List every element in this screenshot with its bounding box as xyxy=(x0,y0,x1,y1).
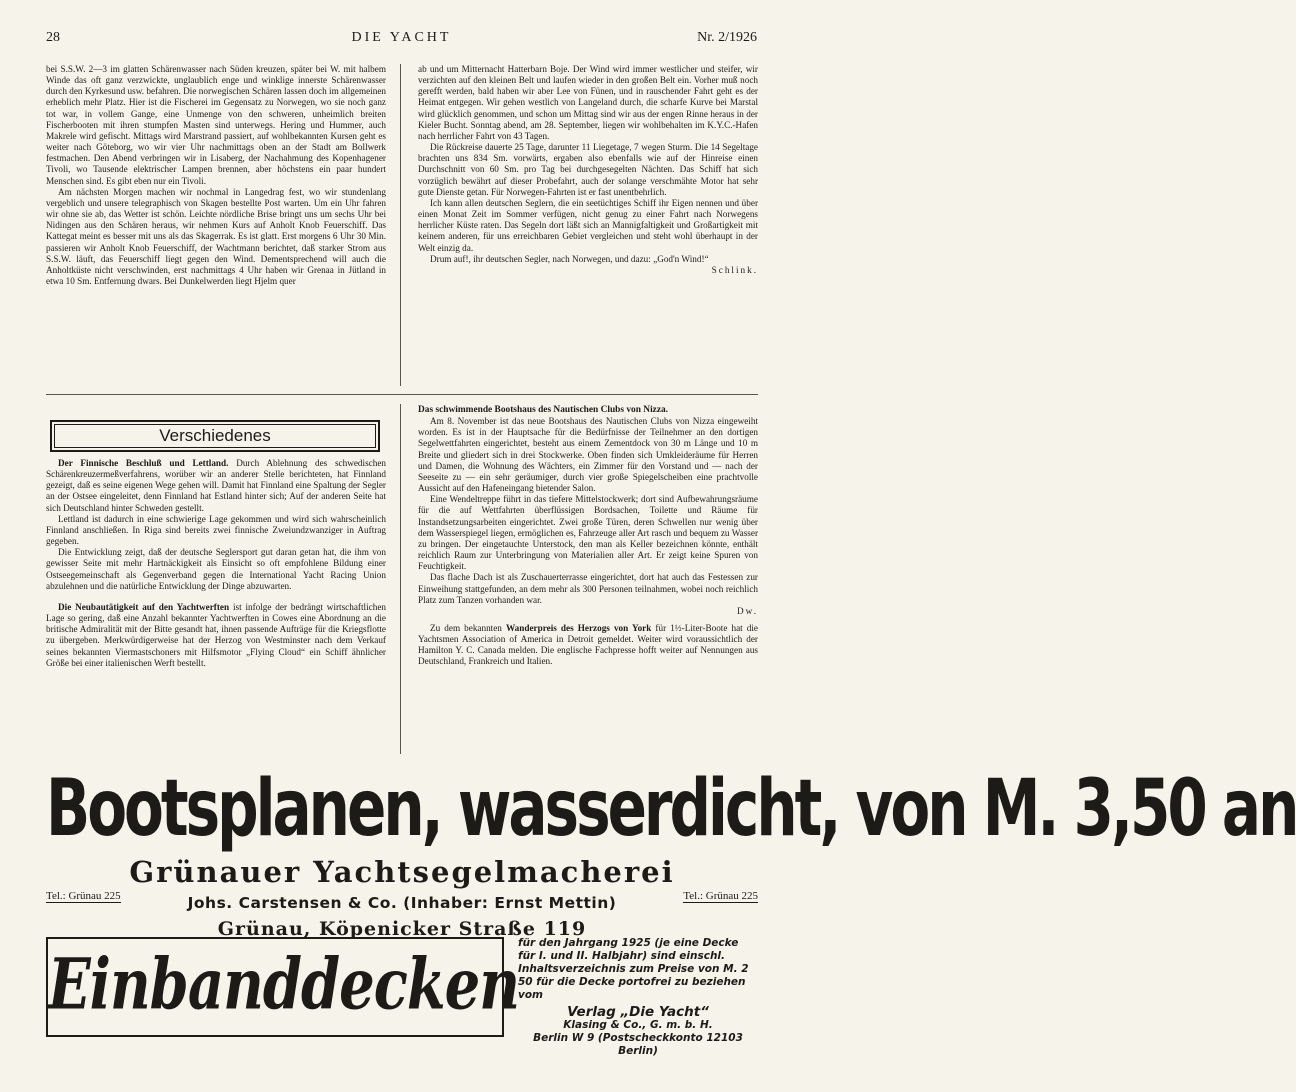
news-text: für 1½-Liter-Boote hat die Yachtsmen Association of America in Detroit gemeldet. Weiter wird voraussichtlich der Hamilton Y. C. Canada melden. Die englische Fachpresse hofft weiter auf Nennungen aus Deutschland, Frankreich und Italien. xyxy=(418,622,758,667)
ad-owners: Johs. Carstensen & Co. (Inhaber: Ernst Mettin) xyxy=(187,894,617,912)
paragraph: bei S.S.W. 2—3 im glatten Schärenwasser nach Süden kreuzen, später bei W. mit halbem Winde das oft ganz verzwickte, unglaublich enge und winklige innerste Schärenwasser durch den Kyrkesund usw. befahren. Die norwegischen Schären lassen doch im allgemeinen erheblich mehr Platz. Hier ist die Fischerei im Gegensatz zu Norwegen, wo sie noch ganz tot war, in vollem Gange, eine Unmenge von den schweren, unheimlich breiten Fischerbooten mit ihren stumpfen Masten sind unterwegs. Hering und Hummer, auch Makrele wird gefischt. Mittags wird Marstrand passiert, auf wohlbekannten Kursen geht es weiter nach Göteborg, wo wir vier Uhr nachmittags oben an der Stadt am Bollwerk festmachen. Den Abend verbringen wir in Lisaberg, der Nachahmung des Kopenhagener Tivoli, wo Tausende elektrischer Lampen brennen, aber höchstens ein paar hundert Menschen sind. Es gibt eben nur ein Tivoli. xyxy=(46,64,386,186)
paragraph: ab und um Mitternacht Hatterbarn Boje. Der Wind wird immer westlicher und steifer, wir verzichten auf den kleinen Belt und laufen wieder in den großen Belt ein. Vorher muß noch gerefft werden, bald haben wir aber Lee von Fünen, und in rauschender Fahrt geht es der Heimat entgegen. Wir gehen westlich von Langeland durch, die scharfe Kurve bei Marstal wird glücklich genommen, und schon um Mittag sind wir aus der engen Rinne heraus in der Kieler Bucht. Sonntag abend, am 28. September, liegen wir wohlbehalten im K.Y.C.-Hafen nach herrlicher Fahrt von 43 Tagen. xyxy=(418,64,758,141)
miscellaneous-column xyxy=(46,458,386,669)
news-text: Zu dem bekannten xyxy=(430,622,506,633)
news-lead: Der Finnische Beschluß und Lettland. xyxy=(58,458,229,468)
ad-address: Grünau, Köpenicker Straße 119 xyxy=(217,918,587,940)
ad-phone-right-text: Tel.: Grünau 225 xyxy=(683,890,758,902)
news-item xyxy=(46,458,386,514)
news-item xyxy=(46,514,386,547)
paragraph: Das flache Dach ist als Zuschauerterrasse eingerichtet, dort hat auch das Festessen zur Einweihung stattgefunden, an dem mehr als 300 Personen teilnahmen, wobei noch reichlich Platz zum Tanzen vorhanden war. xyxy=(418,572,758,605)
paragraph: Drum auf!, ihr deutschen Segler, nach Norwegen, und dazu: „God'n Wind!“ xyxy=(430,253,709,264)
author-signature: Schlink. xyxy=(711,264,758,275)
news-lead: Wanderpreis des Herzogs von York xyxy=(505,622,652,633)
paragraph: Am 8. November ist das neue Bootshaus des Nautischen Clubs von Nizza eingeweiht worden. Es ist in der Hauptsache für die Bedürfnisse der Teilnehmer an den dortigen Segelwettfahrten eingerichtet, besteht aus einem Zementdock von 30 m Länge und 10 m Breite und gliedert sich in drei Stockwerke. Oben finden sich Umkleideräume für Herren und Damen, die Wohnung des Wächters, ein Zimmer für den Vorstand und — nach der Seeseite zu — ein sehr geräumiger, durch vier große Spiegelscheiben eine prachtvolle Aussicht auf den Hafeneingang bietender Salon. xyxy=(418,416,758,494)
advertisement-boat-covers xyxy=(46,760,1296,940)
page-header xyxy=(46,30,757,50)
news-item xyxy=(46,602,386,669)
news-item xyxy=(46,547,386,592)
column-divider xyxy=(400,64,401,386)
section-divider xyxy=(46,394,758,395)
news-text: Lettland ist dadurch in eine schwierige Lage gekommen und wird sich wahrscheinlich Finnland anschließen. In Riga sind bereits zwei finnische Zweiundzwanziger in Auftrag gegeben. xyxy=(46,513,386,547)
ad-phone-right xyxy=(683,890,758,902)
magazine-title: DIE YACHT xyxy=(351,30,452,45)
article-column-right xyxy=(418,64,758,276)
paragraph: Am nächsten Morgen machen wir nochmal in Langedrag fest, wo wir stundenlang vergeblich und unsere telegraphisch von Skagen bestellte Post warten. Um ein Uhr fahren wir ohne sie ab, das Wetter ist schön. Leichte nördliche Brise bringt uns um sechs Uhr bei Nidingen aus den Schären heraus, wir nehmen Kurs auf Anholt Knob Feuerschiff. Das Kattegat meint es besser mit uns als das Skagerrak. Es ist glatt. Erst morgens 6 Uhr 30 Min. passieren wir Anholt Knob Feuerschiff, der Wachtmann berichtet, daß starker Strom aus S.S.W. läuft, das Feuerschiff liegt gegen den Wind. Dementsprechend will auch die Anholtküste nicht verschwinden, erst nachmittags 4 Uhr haben wir Grenaa in Jütland in etwa 10 Sm. Entfernung dwars. Bei Dunkelwerden liegt Hjelm quer xyxy=(46,186,386,286)
section-heading: Verschiedenes xyxy=(159,426,271,445)
column-divider-lower xyxy=(400,404,401,754)
advertisement-binding-covers xyxy=(46,937,758,1057)
ad-publisher-address: Berlin W 9 (Postscheckkonto 12103 Berlin) xyxy=(533,1032,743,1057)
news-heading: Das schwimmende Bootshaus des Nautischen Clubs von Nizza. xyxy=(418,405,669,415)
ad-text: für den Jahrgang 1925 (je eine Decke für I. und II. Halbjahr) sind einschl. Inhaltsverzeichnis zum Preise von M. 2 50 für die Decke portofrei zu beziehen vom xyxy=(518,937,749,1001)
ad-phone-left-text: Tel.: Grünau 225 xyxy=(46,890,121,902)
paragraph: Die Rückreise dauerte 25 Tage, darunter 11 Liegetage, 7 wegen Sturm. Die 14 Segeltage brachten uns 834 Sm. vorwärts, ergaben also ebenfalls wie auf der Hinreise einen Durchschnitt von 60 Sm. pro Tag bei durchgesegelten Nächten. Das Schiff hat sich vorzüglich bewährt auf dieser Probefahrt, auch der solange verschmähte Motor hat sehr gute Dienste getan. Für Norwegen-Fahrten ist er fast unentbehrlich. xyxy=(418,142,758,197)
author-signature: Dw. xyxy=(737,605,758,616)
ad-company: Grünauer Yachtsegelmacherei xyxy=(129,855,675,889)
paragraph: Eine Wendeltreppe führt in das tiefere Mittelstockwerk; dort sind Aufbewahrungsräume für die auf Wettfahrten überflüssigen Bordsachen, Toilette und Räume für Instandsetzungsarbeiten eingerichtet. Zwei große Türen, deren Schwellen nur wenig über dem Wasserspiegel liegen, ermöglichen es, Fahrzeuge aller Art rasch und bequem zu Wasser zu bringen. Der eingetauchte Unterstock, den man als Keller bezeichnen könnte, enthält reichlich Raum zur Unterbringung von Materialien aller Art. Er zeigt keine Spuren von Feuchtigkeit. xyxy=(418,494,758,572)
ad-publisher: Verlag „Die Yacht“ xyxy=(567,1004,709,1020)
ad-description xyxy=(518,937,758,1058)
nice-boathouse-column xyxy=(418,405,758,668)
news-lead: Die Neubautätigkeit auf den Yachtwerften xyxy=(58,601,230,612)
news-text: ist infolge der bedrängt wirtschaftlichen Lage so gering, daß eine Anzahl bekannter Yachtwerften in Cowes eine Abordnung an die britische Admiralität mit der Bitte gesandt hat, ihnen passende Aufträge für die Kriegsflotte zu übergeben. Merkwürdigerweise hat der Herzog von Westminster nach dem Verkauf seines bekannten Viermastschoners mit Hilfsmotor „Flying Cloud“ ein Schiff ähnlicher Größe bei einer italienischen Werft bestellt. xyxy=(46,601,386,668)
article-column-left xyxy=(46,64,386,287)
paragraph: Ich kann allen deutschen Seglern, die ein seetüchtiges Schiff ihr Eigen nennen und über einen Monat Zeit im Sommer verfügen, nicht genug zu einer Fahrt nach Norwegens herrlicher Küste raten. Das Segeln dort läßt sich an Mannigfaltigkeit und Großartigkeit mit keinem anderen, für uns erreichbaren Gebiet vergleichen und steht wohl überhaupt in der Welt einzig da. xyxy=(418,197,758,253)
ad-publisher-company: Klasing & Co., G. m. b. H. xyxy=(563,1019,713,1031)
section-heading-box xyxy=(50,420,380,452)
ad-headline: Bootsplanen, wasserdicht, von M. 3,50 an xyxy=(46,761,1296,854)
ad-headline: Einbanddecken xyxy=(48,943,520,1026)
issue-number: Nr. 2/1926 xyxy=(697,30,757,45)
section-heading-inner-frame xyxy=(54,424,376,448)
ad-headline-box xyxy=(46,937,520,1037)
news-text: Durch Ablehnung des schwedischen Schärenkreuzermeßverfahrens, worüber wir an anderer Stelle berichteten, hat Finnland gezeigt, daß es seine eigenen Wege gehen will. Damit hat Finnland eine Spaltung der Segler an der Ostsee eingeleitet, denn Finnland hat Estland hinter sich; Auf der anderen Seite hat sich Deutschland hinter Schweden gestellt. xyxy=(46,458,386,513)
news-text: Die Entwicklung zeigt, daß der deutsche Seglersport gut daran getan hat, die ihm von gewisser Seite mit mehr Hartnäckigkeit als Einsicht so oft empfohlene Bildung einer Ostseegemeinschaft als Gegenverband gegen die International Yacht Racing Union abzulehnen und die natürliche Entwicklung der Dinge abzuwarten. xyxy=(46,547,386,591)
page-number: 28 xyxy=(46,30,60,45)
news-item xyxy=(418,623,758,668)
